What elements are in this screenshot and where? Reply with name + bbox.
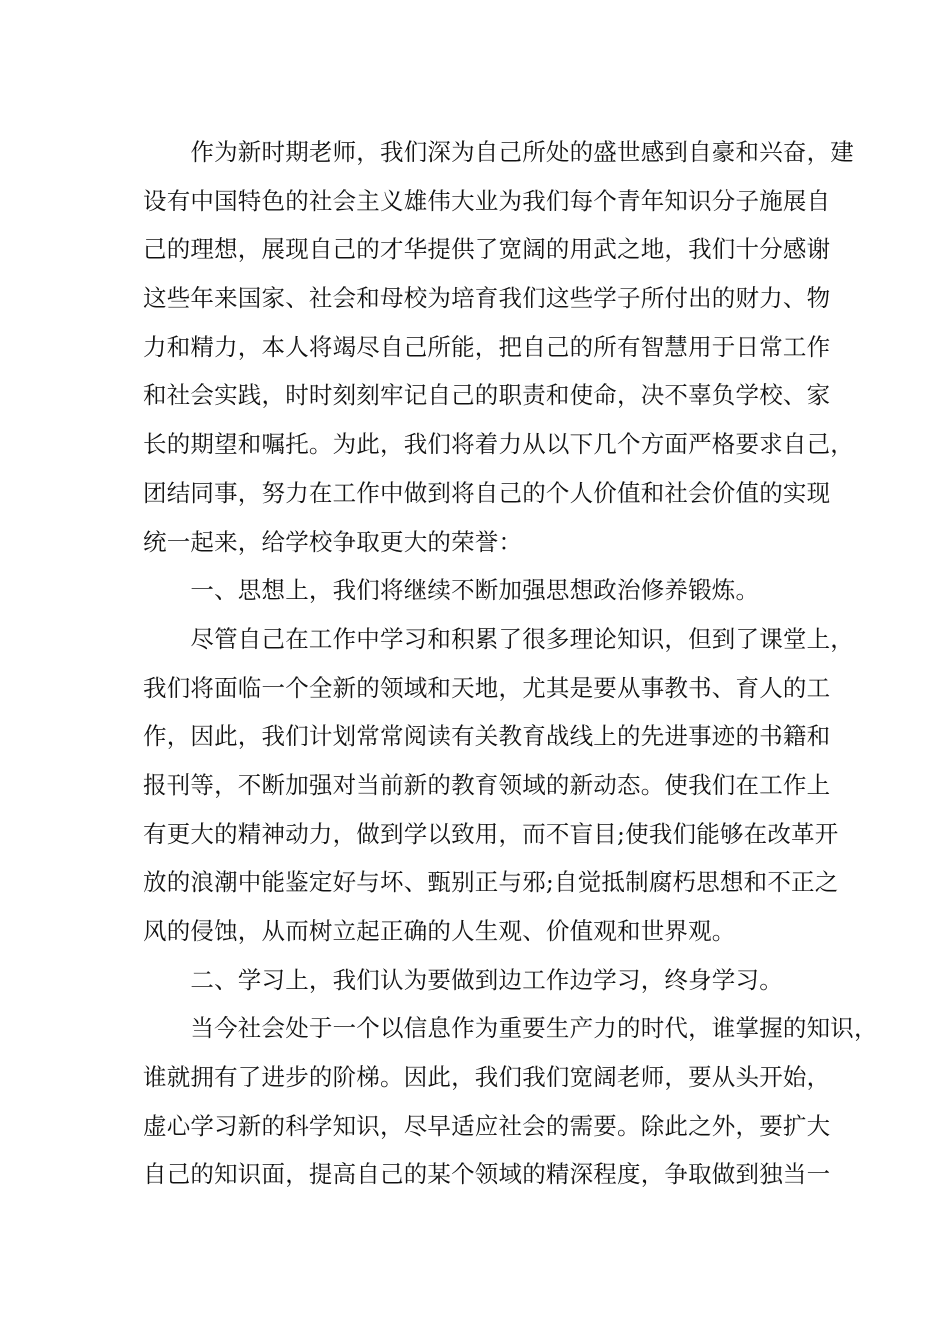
text-line: 我们将面临一个全新的领域和天地，尤其是要从事教书、育人的工: [143, 673, 831, 702]
text-line: 报刊等，不断加强对当前新的教育领域的新动态。使我们在工作上: [143, 770, 831, 799]
text-line: 长的期望和嘱托。为此，我们将着力从以下几个方面严格要求自己，: [143, 430, 854, 459]
text-line: 作，因此，我们计划常常阅读有关教育战线上的先进事迹的书籍和: [143, 722, 831, 751]
text-line: 作为新时期老师，我们深为自己所处的盛世感到自豪和兴奋，建: [143, 138, 854, 166]
text-line: 虚心学习新的科学知识，尽早适应社会的需要。除此之外，要扩大: [143, 1111, 831, 1140]
text-line: 尽管自己在工作中学习和积累了很多理论知识，但到了课堂上，: [143, 624, 854, 653]
text-line: 放的浪潮中能鉴定好与坏、甄别正与邪;自觉抵制腐朽思想和不正之: [143, 868, 839, 897]
text-line: 设有中国特色的社会主义雄伟大业为我们每个青年知识分子施展自: [143, 186, 831, 215]
text-line: 当今社会处于一个以信息作为重要生产力的时代，谁掌握的知识，: [143, 1014, 878, 1043]
text-line: 这些年来国家、社会和母校为培育我们这些学子所付出的财力、物: [143, 284, 831, 313]
text-line: 谁就拥有了进步的阶梯。因此，我们我们宽阔老师，要从头开始，: [143, 1063, 831, 1092]
text-line: 统一起来，给学校争取更大的荣誉：: [143, 527, 523, 556]
section-heading-2: 二、学习上，我们认为要做到边工作边学习，终身学习。: [143, 965, 783, 994]
text-line: 力和精力，本人将竭尽自己所能，把自己的所有智慧用于日常工作: [143, 332, 831, 361]
text-line: 自己的知识面，提高自己的某个领域的精深程度，争取做到独当一: [143, 1160, 831, 1189]
text-line: 有更大的精神动力，做到学以致用，而不盲目;使我们能够在改革开: [143, 819, 839, 848]
text-line: 团结同事，努力在工作中做到将自己的个人价值和社会价值的实现: [143, 478, 831, 507]
text-line: 风的侵蚀，从而树立起正确的人生观、价值观和世界观。: [143, 917, 736, 945]
text-line: 己的理想，展现自己的才华提供了宽阔的用武之地，我们十分感谢: [143, 235, 831, 264]
section-heading-1: 一、思想上，我们将继续不断加强思想政治修养锻炼。: [143, 576, 760, 605]
text-line: 和社会实践，时时刻刻牢记自己的职责和使命，决不辜负学校、家: [143, 381, 831, 410]
body-text: [143, 128, 878, 1199]
